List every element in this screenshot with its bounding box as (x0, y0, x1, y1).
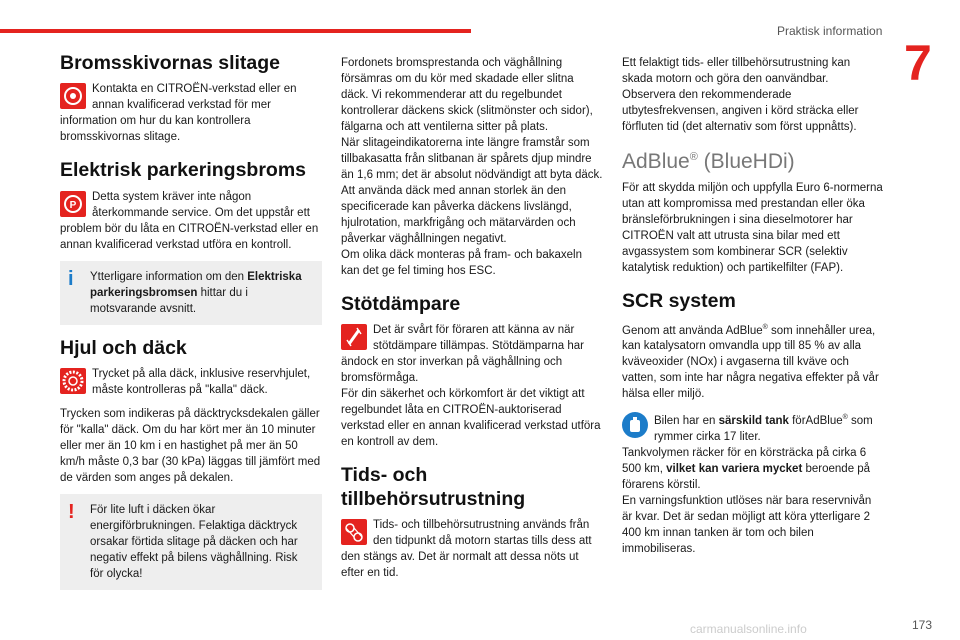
heading-wheels: Hjul och däck (60, 336, 187, 359)
adblue-tank-icon (622, 412, 648, 438)
paragraph-brake-discs: Kontakta en CITROËN-verkstad eller en annan kvalificerad verkstad för mer information om hur du kan kontrollera bromsskivornas slitage. (60, 83, 297, 144)
watermark: carmanualsonline.info (690, 622, 807, 636)
brake-disc-icon (60, 83, 86, 109)
column-left (60, 52, 322, 602)
svg-text:P: P (69, 199, 77, 211)
parking-brake-icon (60, 191, 86, 217)
column-middle (341, 55, 603, 589)
timing-belt-icon (341, 519, 367, 545)
page-number: 173 (912, 618, 933, 632)
paragraph-scr-1: Genom att använda AdBlue® som innehåller urea, kan katalysatorn omvandla upp till 85 % av alla kväveoxider (NOx) i avgaserna till kväve och vatten, som inte har några negativa effekter på vår hälsa eller miljö. (622, 323, 879, 401)
paragraph-shocks: Det är svårt för föraren att känna av när stötdämpare tillämpas. Stötdämparna har ändock en stor inverkan på väghållning och bromsförmåga. För din säkerhet och körkomfort är det viktigt att regelbundet låta en CITROËN-auktoriserad verkstad eller en annan kvalificerad verkstad utföra en kontroll av dem. (341, 324, 601, 449)
paragraph-tyre-condition: Fordonets bromsprestanda och väghållning försämras om du kör med skadade eller slitna däck. Vi rekommenderar att du regelbundet kontrollerar däckens skick (slitmönster och sidor), fälgarna och att ventilerna sitter på plats. När slitageindikatorerna inte längre framstår som tillbakasatta från slitbanan är spårets djup mindre än 1,6 mm; det är absolut nödvändigt att byta däck. Att använda däck med annan storlek än den specificerade kan påverka däckens livslängd, hjulrotation, markfrigång och mätarvärden och påverkar väghållningen negativt. Om olika däck monteras på fram- och bakaxeln kan det ge fel timing hos ESC. (341, 57, 603, 277)
heading-adblue: AdBlue® (BlueHDi) (622, 150, 795, 173)
section-header: Praktisk information (777, 24, 883, 38)
heading-scr: SCR system (622, 290, 736, 313)
warning-icon: ! (68, 501, 75, 524)
warning-note-tyres: ! För lite luft i däcken ökar energiförbrukningen. Felaktiga däcktryck orsakar förtida slitage på däcken och har negativ effekt på bilens väghållning. Risk för olycka! (60, 494, 322, 590)
heading-brake-discs: Bromsskivornas slitage (60, 52, 281, 74)
top-accent-bar (0, 29, 471, 33)
paragraph-timing: Tids- och tillbehörsutrustning används från den tidpunkt då motorn startas tills dess att den stängs av. Det är normalt att dessa nöts ut efter en tid. (341, 519, 592, 580)
shock-absorber-icon (341, 324, 367, 350)
paragraph-adblue: För att skydda miljön och uppfylla Euro 6-normerna utan att kompromissa med prestandan eller öka bränsleförbrukningen i sina dieselmotorer har CITROËN valt att utrusta sina bilar med ett avgassystem som kombinerar SCR (selektiv katalytisk reduktion) och partikelfilter (FAP). (622, 182, 883, 275)
heading-parking-brake: Elektrisk parkeringsbroms (60, 159, 307, 182)
column-right (622, 55, 884, 565)
paragraph-parking-brake: P Detta system kräver inte någon återkommande service. Om det uppstår ett problem bör du låta en CITROËN-verkstad eller en annan kvalificerad verkstad utföra en kontroll. (60, 190, 319, 251)
paragraph-wheels-1: Trycket på alla däck, inklusive reservhjulet, måste kontrolleras på "kalla" däck. (60, 366, 322, 398)
paragraph-wheels-2: Trycken som indikeras på däcktrycksdekalen gäller för "kalla" däck. Om du har kört mer än 10 minuter eller mer än 10 km i en hastighet på mer än 50 km/h måste 0,3 bar (30 kPa) läggas till jämfört med de värden som anges på dekalen. (60, 408, 321, 485)
paragraph-scr-tank: Bilen har en särskild tank förAdBlue® som rymmer cirka 17 liter. Tankvolymen räcker för en körsträcka på cirka 6 500 km, vilket kan variera mycket beroende på förarens körstil. En varningsfunktion utlöses när bara reservnivån är kvar. Det är sedan möjligt att köra ytterligare 2 400 km innan tanken är tom och bilen immobiliseras. (622, 414, 873, 556)
paragraph-timing-warning: Ett felaktigt tids- eller tillbehörsutrustning kan skada motorn och göra den oanvändbar. Observera den rekommenderade utbytesfrekvensen, angiven i körd sträcka eller förfluten tid (det alternativ som först uppnåtts). (622, 57, 859, 133)
info-icon: i (68, 267, 74, 290)
tyre-icon (60, 368, 86, 394)
chapter-number: 7 (904, 35, 932, 91)
heading-timing: Tids- och tillbehörsutrustning (341, 464, 526, 510)
heading-shocks: Stötdämpare (341, 293, 461, 315)
info-note-parking-brake: i Ytterligare information om den Elektriska parkeringsbromsen hittar du i motsvarande avsnitt. (60, 261, 322, 325)
